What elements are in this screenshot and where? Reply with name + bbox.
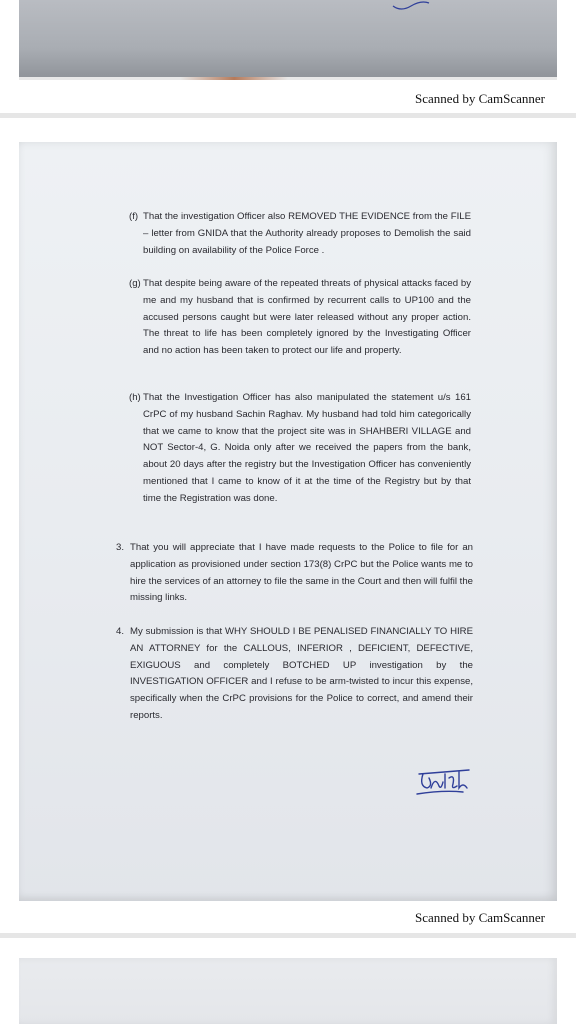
scan-watermark-label: Scanned by CamScanner (415, 910, 545, 925)
item-text: That the Investigation Officer has also manipulated the statement u/s 161 CrPC of my husband Sachin Raghav. My husband had told him categorically that we came to know that the project site was in SHAHBERI VILLAGE and NOT Sector-4, G. Noida only after we received the papers from the bank, about 20 days after the registry but the Investigation Officer has conveniently mentioned that I came to know of it at the time of the Registry but by that time the Registration was done. (143, 392, 471, 504)
page-separator (0, 113, 576, 118)
item-text: That despite being aware of the repeated threats of physical attacks faced by me and my husband that is confirmed by recurrent calls to UP100 and the accused persons caught but were later released without any proper action. The threat to life has been completely ignored by the Investigating Officer and no action has been taken to protect our life and property. (143, 278, 471, 357)
signature-fragment-icon (391, 0, 431, 12)
item-marker: 3. (116, 542, 125, 553)
list-item (129, 276, 471, 360)
item-marker: (g) (129, 278, 141, 289)
item-text: My submission is that WHY SHOULD I BE PENALISED FINANCIALLY TO HIRE AN ATTORNEY for the CALLOUS, INFERIOR , DEFICIENT, DEFECTIVE, EXIGUOUS and completely BOTCHED UP investigation by the INVESTIGATION OFFICER and I refuse to be arm-twisted to incur this expense, specifically when the CrPC provisions for the Police to correct, and amend their reports. (130, 626, 473, 721)
item-marker: (f) (129, 211, 139, 222)
list-item (129, 209, 471, 259)
item-marker: (h) (129, 392, 141, 403)
scan-watermark-label: Scanned by CamScanner (415, 91, 545, 106)
scanned-page (19, 142, 557, 901)
handwritten-signature-icon (413, 764, 473, 798)
page-edge (19, 77, 557, 80)
page-separator (0, 933, 576, 938)
item-text: That you will appreciate that I have made requests to the Police to file for an application as provisioned under section 173(8) CrPC but the Police wants me to hire the services of an attorney to file the same in the Court and then will fulfil the missing links. (130, 542, 473, 604)
next-page-fragment (19, 958, 557, 1024)
previous-page-fragment (19, 0, 557, 80)
item-text: That the investigation Officer also REMOVED THE EVIDENCE from the FILE – letter from GNIDA that the Authority already proposes to Demolish the said building on availability of the Police Force . (143, 211, 471, 256)
item-marker: 4. (116, 626, 125, 637)
list-item (116, 540, 473, 607)
list-item (129, 390, 471, 508)
list-item (116, 624, 473, 725)
